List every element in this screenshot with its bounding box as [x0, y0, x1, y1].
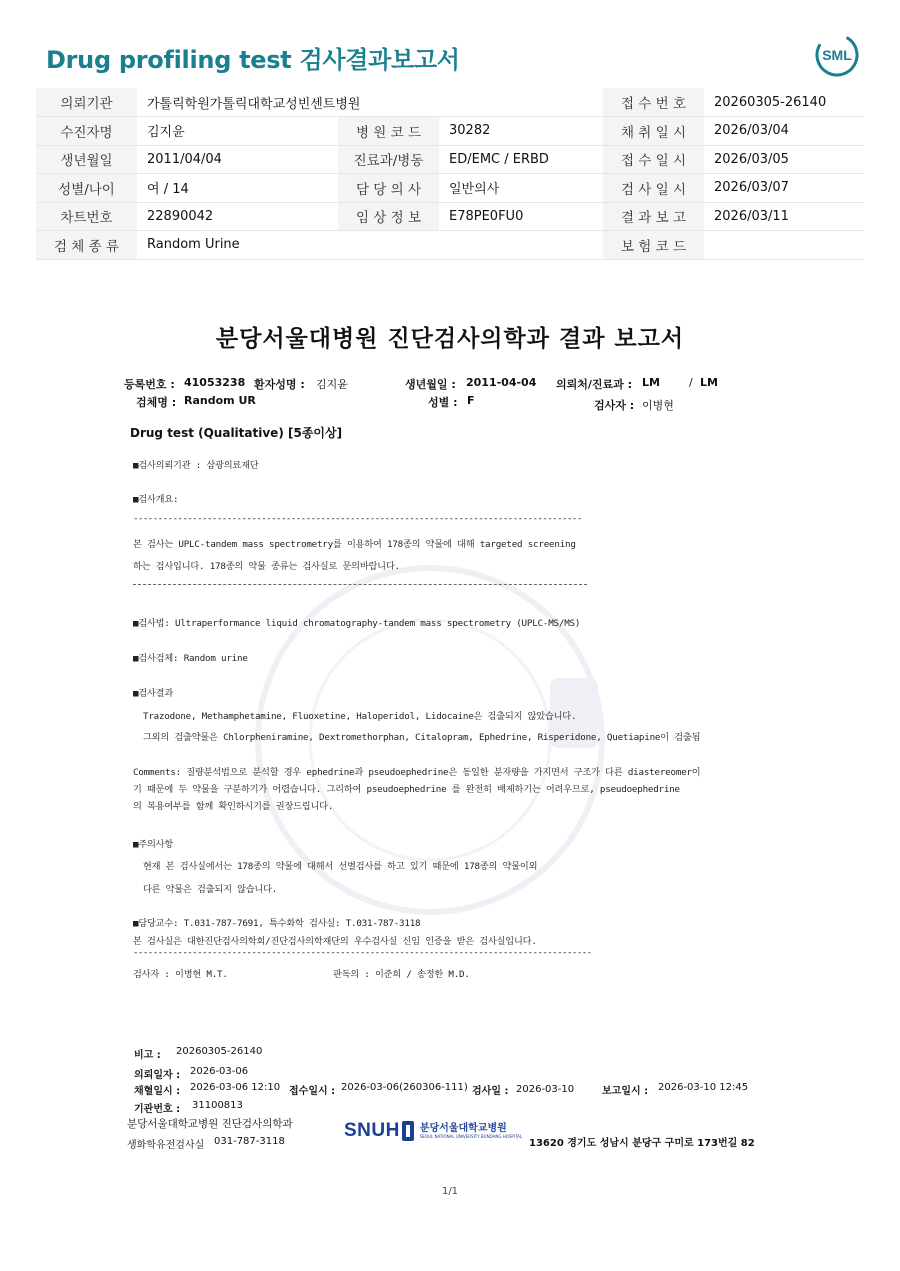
remark-label: 비고 :	[134, 1050, 161, 1061]
report-title: 분당서울대병원 진단검사의학과 결과 보고서	[215, 326, 685, 352]
overview-line-1: 본 검사는 UPLC-tandem mass spectrometry를 이용하여 178종의 약물에 대해 targeted screening	[133, 539, 576, 550]
doctor-value: 일반의사	[439, 174, 603, 203]
specimen-name-value: Random UR	[184, 394, 256, 407]
result-line-2: 그외의 검출약물은 Chlorpheniramine, Dextromethorphan, Citalopram, Ephedrine, Risperidone, Quetiapine이 검출됨	[143, 732, 701, 743]
table-row	[36, 174, 864, 203]
chart-no-value: 22890042	[137, 202, 338, 231]
method-line: ■검사법: Ultraperformance liquid chromatography-tandem mass spectrometry (UPLC-MS/MS)	[133, 618, 581, 629]
doctor-label: 담 당 의 사	[338, 174, 439, 203]
request-date-value: 2026-03-06	[190, 1066, 249, 1077]
hospital-address: 13620 경기도 성남시 분당구 구미로 173번길 82	[529, 1138, 755, 1149]
sex-value: F	[467, 394, 475, 407]
request-date-label: 의뢰일자 :	[134, 1070, 181, 1081]
birth-label: 생년월일	[36, 145, 137, 174]
test-date-label: 검 사 일 시	[603, 174, 704, 203]
snuh-logo-eng: SEOUL NATIONAL UNIVERSITY BUNDANG HOSPITAL	[419, 1133, 523, 1139]
sex-age-value: 여 / 14	[137, 174, 338, 203]
comment-line-2: 기 때문에 두 약물을 구분하기가 어렵습니다. 그리하여 pseudoephedrine 를 완전히 배제하기는 어려우므로, pseudoephedrine	[133, 784, 680, 795]
result-line-1: Trazodone, Methamphetamine, Fluoxetine, Haloperidol, Lidocaine은 검출되지 않았습니다.	[143, 711, 577, 722]
receive-label: 접수일시 :	[289, 1086, 336, 1097]
requesting-org-label: 의뢰기관	[36, 88, 137, 117]
table-row	[36, 88, 864, 117]
lab-phone: 031-787-3118	[214, 1136, 285, 1147]
contact-line: ■담당교수: T.031-787-7691, 특수화학 검사실: T.031-787-3118	[133, 918, 421, 929]
department-value: ED/EMC / ERBD	[439, 145, 603, 174]
report-date-value: 2026/03/11	[704, 202, 864, 231]
clinical-info-value: E78PE0FU0	[439, 202, 603, 231]
specimen-name-label: 검체명 :	[136, 396, 177, 409]
snuh-logo-text: SNUH	[344, 1120, 400, 1141]
collection-date-label: 채 취 일 시	[603, 117, 704, 146]
chart-no-label: 차트번호	[36, 202, 137, 231]
patient-label: 수진자명	[36, 117, 137, 146]
lab-sub: 생화학유전검사실	[127, 1140, 205, 1151]
receipt-no-label: 접 수 번 호	[603, 88, 704, 117]
result-heading: ■검사결과	[133, 688, 174, 699]
snuh-logo-kor: 분당서울대학교병원	[419, 1122, 507, 1134]
dept-value-b: LM	[700, 376, 718, 389]
specimen-line: ■검사검체: Random urine	[133, 653, 248, 664]
reader-signature: 판독의 : 이준희 / 송정한 M.D.	[333, 969, 470, 980]
org-no-value: 31100813	[192, 1100, 243, 1111]
test-name: Drug test (Qualitative) [5종이상]	[130, 426, 343, 440]
examiner-label: 검사자 :	[594, 399, 635, 412]
received-date-label: 접 수 일 시	[603, 145, 704, 174]
dept-value-a: LM	[642, 376, 660, 389]
requesting-org-value: 가톨릭학원가톨릭대학교성빈센트병원	[137, 88, 603, 117]
sex-age-label: 성별/나이	[36, 174, 137, 203]
dept-label: 의뢰처/진료과 :	[556, 378, 633, 391]
examiner-value: 이병현	[642, 399, 674, 412]
page-indicator: 1/1	[441, 1186, 459, 1197]
dashed-divider	[133, 584, 587, 585]
lab-name: 분당서울대학교병원 진단검사의학과	[127, 1118, 293, 1130]
overview-heading: ■검사개요:	[133, 494, 179, 505]
collection-date-value: 2026/03/04	[704, 117, 864, 146]
department-label: 진료과/병동	[338, 145, 439, 174]
table-row	[36, 145, 864, 174]
insurance-code-label: 보 험 코 드	[603, 231, 704, 260]
reg-no-value: 41053238	[184, 376, 246, 389]
patient-name-value: 김지윤	[316, 378, 348, 391]
report-time-label: 보고일시 :	[602, 1086, 649, 1097]
specimen-label: 검 체 종 류	[36, 231, 137, 260]
comment-line-3: 의 복용여부를 함께 확인하시기를 권장드립니다.	[133, 801, 334, 812]
collect-value: 2026-03-06 12:10	[190, 1082, 281, 1093]
hospital-code-value: 30282	[439, 117, 603, 146]
remark-value: 20260305-26140	[176, 1046, 263, 1057]
birth-date-value: 2011-04-04	[466, 376, 537, 389]
received-date-value: 2026/03/05	[704, 145, 864, 174]
examiner-signature: 검사자 : 이병현 M.T.	[133, 969, 228, 980]
test-date-value: 2026/03/07	[704, 174, 864, 203]
logo-text: SML	[822, 47, 852, 63]
table-row	[36, 202, 864, 231]
birth-date-label: 생년월일 :	[405, 378, 456, 391]
overview-line-2: 하는 검사입니다. 178종의 약물 종류는 검사실로 문의바랍니다.	[133, 561, 400, 572]
snuh-emblem-icon	[402, 1121, 414, 1141]
birth-value: 2011/04/04	[137, 145, 338, 174]
hospital-code-label: 병 원 코 드	[338, 117, 439, 146]
org-no-label: 기관번호 :	[134, 1104, 181, 1115]
certification-line: 본 검사실은 대한진단검사의학회/진단검사의학재단의 우수검사실 신임 인증을 받은 검사실입니다.	[133, 936, 537, 947]
snuh-logo	[344, 1118, 522, 1144]
dashed-separator-2: ---------------------------------------------------------------------------------------------	[133, 947, 592, 958]
caution-heading: ■주의사항	[133, 839, 174, 850]
table-row	[36, 117, 864, 146]
test-date-value-footer: 2026-03-10	[516, 1084, 575, 1095]
table-row	[36, 231, 864, 260]
comment-line-1: Comments: 질량분석법으로 분석할 경우 ephedrine과 pseudoephedrine은 동일한 분자량을 가지면서 구조가 다른 diastereomer이	[133, 767, 701, 778]
test-date-label-footer: 검사일 :	[472, 1086, 509, 1097]
patient-value: 김지윤	[137, 117, 338, 146]
report-date-label: 결 과 보 고	[603, 202, 704, 231]
caution-line-1: 현재 본 검사실에서는 178종의 약물에 대해서 선별검사를 하고 있기 때문에 178종의 약물이외	[143, 861, 538, 872]
dept-separator: /	[689, 376, 693, 389]
insurance-code-value	[704, 231, 864, 260]
receive-value: 2026-03-06(260306-111)	[341, 1082, 468, 1093]
sml-logo-icon	[814, 32, 860, 78]
org-line: ■검사의뢰기관 : 삼광의료재단	[133, 460, 259, 471]
specimen-value: Random Urine	[137, 231, 603, 260]
reg-no-label: 등록번호 :	[124, 378, 175, 391]
receipt-no-value: 20260305-26140	[704, 88, 864, 117]
collect-label: 채혈일시 :	[134, 1086, 181, 1097]
report-body	[0, 300, 900, 1200]
caution-line-2: 다른 약물은 검출되지 않습니다.	[143, 884, 278, 895]
patient-info-table	[36, 88, 864, 260]
clinical-info-label: 임 상 정 보	[338, 202, 439, 231]
page-title: Drug profiling test 검사결과보고서	[46, 46, 460, 74]
sex-label: 성별 :	[428, 396, 458, 409]
dashed-separator: -------------------------------------------------------------------------------------------	[133, 513, 582, 524]
report-time-value: 2026-03-10 12:45	[658, 1082, 749, 1093]
patient-name-label: 환자성명 :	[254, 378, 305, 391]
